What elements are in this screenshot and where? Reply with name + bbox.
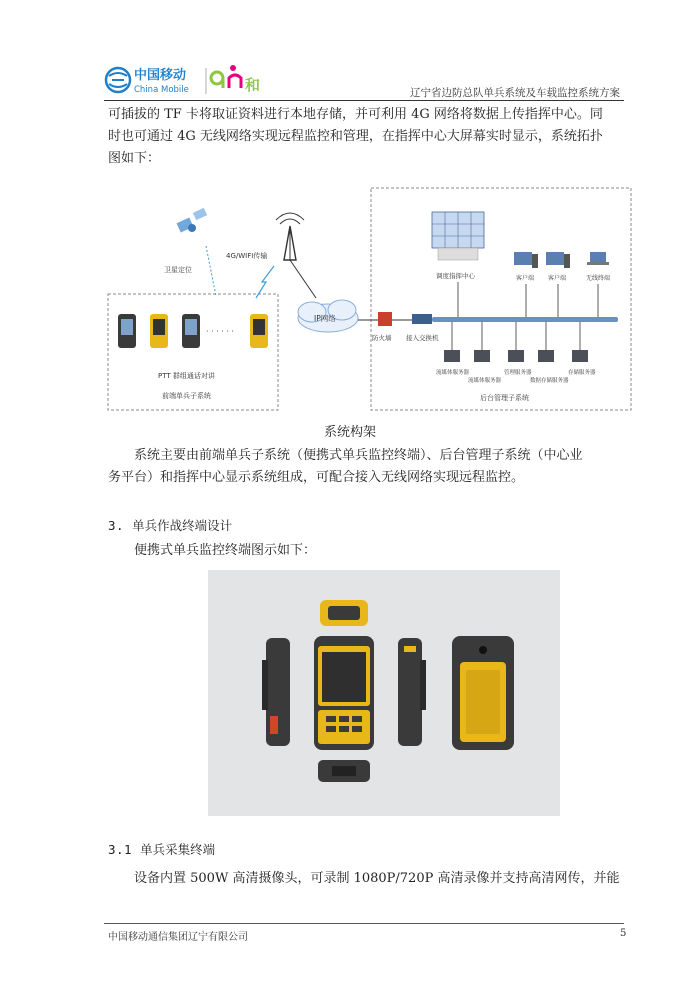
wireless-bolt bbox=[256, 266, 274, 298]
device-bottom-view bbox=[318, 760, 370, 782]
china-mobile-logo bbox=[104, 62, 274, 98]
device-side-view-right bbox=[398, 638, 426, 746]
laptop-icon bbox=[587, 252, 609, 265]
server-row bbox=[444, 322, 588, 362]
server-label: 存储服务器 bbox=[568, 370, 596, 376]
document-title: 辽宁省边防总队单兵系统及车载监控系统方案 bbox=[410, 87, 620, 99]
server-icon bbox=[572, 350, 588, 362]
server-icon bbox=[508, 350, 524, 362]
terminal-device-icons bbox=[118, 314, 268, 348]
page-number: 5 bbox=[620, 928, 627, 939]
paragraph-line: 可插拔的 TF 卡将取证资料进行本地存储，并可利用 4G 网络将数据上传指挥中心。同 bbox=[108, 107, 603, 122]
terminal-spec-line: 设备内置 500W 高清摄像头，可录制 1080P/720P 高清录像并支持高清网传，并能 bbox=[134, 871, 620, 886]
paragraph-line: 系统主要由前端单兵子系统（便携式单兵监控终端）、后台管理子系统（中心业 bbox=[134, 448, 583, 463]
device-front-view bbox=[314, 636, 374, 750]
control-center-label: 调度指挥中心 bbox=[436, 272, 475, 280]
section-number: 3.1 bbox=[108, 842, 133, 857]
firewall-icon bbox=[378, 312, 392, 326]
server-label: 流媒体服务器 bbox=[436, 370, 470, 376]
server-label: 管理服务器 bbox=[504, 370, 532, 376]
wireless-label: 4G/WIFI传输 bbox=[226, 252, 268, 260]
paragraph-line: 务平台）和指挥中心显示系统组成，可配合接入无线网络实现远程监控。 bbox=[108, 470, 525, 485]
client-label-2: 客户端 bbox=[548, 275, 567, 282]
satellite-label: 卫星定位 bbox=[164, 266, 192, 274]
logo-brand-text: 和 bbox=[245, 76, 261, 94]
logo-cn-text: 中国移动 bbox=[134, 68, 187, 83]
server-icon bbox=[474, 350, 490, 362]
section-heading-3-1 bbox=[108, 840, 215, 858]
server-icon bbox=[538, 350, 554, 362]
footer-divider bbox=[104, 923, 624, 924]
diagram-caption: 系统构架 bbox=[323, 425, 376, 440]
device-side-view-left bbox=[262, 638, 290, 746]
section-heading-3 bbox=[108, 516, 232, 534]
section-title: 单兵采集终端 bbox=[140, 842, 216, 857]
device-back-view bbox=[452, 636, 514, 750]
client-pc-icon bbox=[546, 252, 570, 268]
server-icon bbox=[444, 350, 460, 362]
section-number: 3. bbox=[108, 518, 125, 533]
summary-paragraph bbox=[108, 445, 628, 489]
footer-company: 中国移动通信集团辽宁有限公司 bbox=[108, 932, 248, 943]
device-dots: · · · · · · bbox=[206, 327, 234, 336]
client-pc-icon bbox=[514, 252, 538, 268]
system-topology-diagram bbox=[106, 186, 634, 414]
ptt-label: PTT 群组通话对讲 bbox=[158, 372, 215, 380]
device-top-view bbox=[320, 600, 368, 626]
backbone-bus bbox=[432, 317, 618, 322]
switch-icon bbox=[412, 314, 432, 324]
server-label: 流媒体服务器 bbox=[468, 378, 502, 384]
switch-label: 接入交换机 bbox=[406, 334, 439, 342]
cell-tower-icon bbox=[276, 213, 304, 260]
china-mobile-swirl-icon bbox=[106, 68, 130, 92]
section-title: 单兵作战终端设计 bbox=[132, 518, 233, 533]
front-subsystem-label: 前端单兵子系统 bbox=[162, 392, 211, 400]
terminal-device-photo bbox=[208, 570, 560, 816]
wireless-client-label: 无线终端 bbox=[586, 275, 611, 282]
logo-en-text: China Mobile bbox=[134, 85, 189, 95]
back-subsystem-label: 后台管理子系统 bbox=[480, 394, 529, 402]
back-subsystem-box bbox=[371, 188, 631, 410]
video-wall-icon bbox=[432, 212, 484, 260]
ip-network-label: IP网络 bbox=[314, 314, 336, 323]
paragraph-line: 时也可通过 4G 无线网络实现远程监控和管理，在指挥中心大屏幕实时显示，系统拓扑 bbox=[108, 129, 603, 144]
paragraph-line: 图如下： bbox=[108, 151, 161, 166]
server-label: 数据存储服务器 bbox=[530, 378, 569, 384]
firewall-label: 防火墙 bbox=[372, 334, 392, 342]
and-brand-icon bbox=[211, 65, 241, 88]
terminal-intro-line: 便携式单兵监控终端图示如下： bbox=[134, 543, 317, 558]
client-label-1: 客户端 bbox=[516, 275, 535, 282]
header-divider bbox=[104, 100, 624, 101]
intro-paragraph bbox=[108, 104, 628, 170]
satellite-icon bbox=[177, 208, 208, 233]
